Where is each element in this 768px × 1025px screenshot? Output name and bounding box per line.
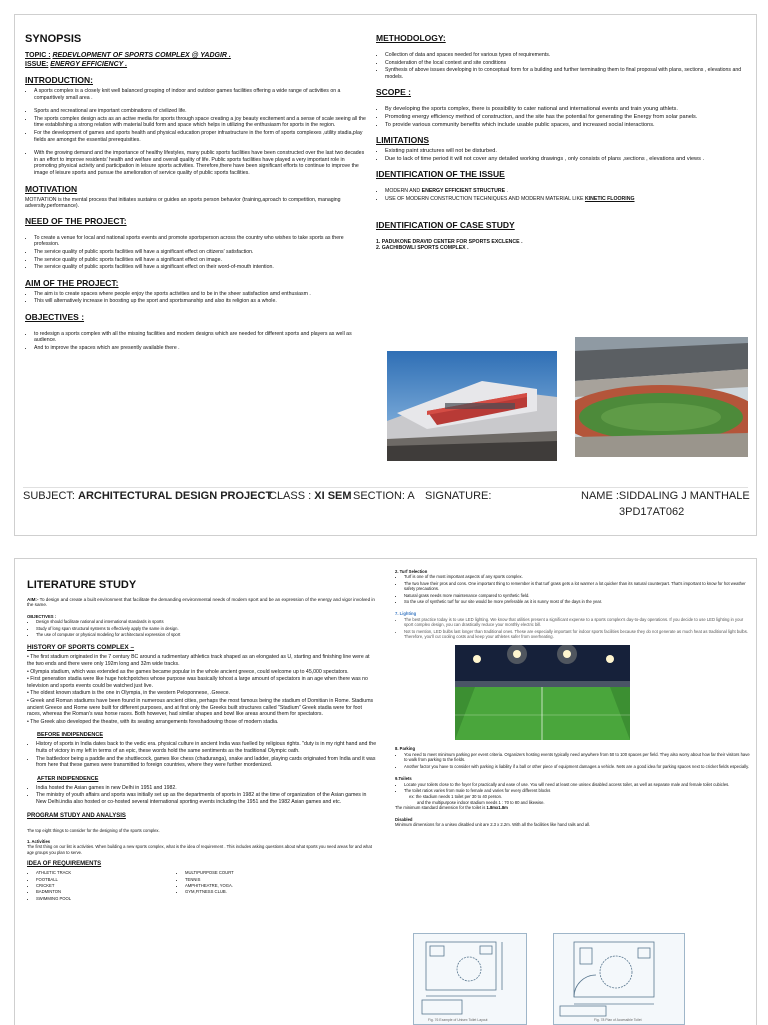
motivation-heading: MOTIVATION — [25, 183, 78, 194]
list-item: • Study of long span structural systems to effectively apply the same in design. — [36, 626, 377, 631]
history-list — [27, 654, 377, 725]
list-item: • to redesign a sports complex with all the missing facilities and modern designs which are needed for different sports and players as well as audience. — [34, 331, 367, 344]
literature-study-sheet — [14, 558, 757, 1025]
list-item: • Sports and recreational are important combinations of civilized life. — [34, 108, 367, 115]
list-item: • Due to lack of time period it will not cover any detailed working drawings , only consists of plans ,sections , elevations and views . — [385, 156, 748, 163]
subject-field: SUBJECT: ARCHITECTURAL DESIGN PROJECT — [23, 490, 273, 502]
case-study-list — [376, 239, 748, 252]
floodlit-field-photo — [455, 645, 630, 740]
list-item: • GYM,FITNESS CLUB. — [185, 889, 305, 894]
toilets-minimum: The minimum standard dimension for the toilet is 1.8mx1.8m — [395, 805, 508, 811]
list-item: • To create a venue for local and national sports events and promote sportsperson across the country who wishes to take sports as there profession. — [34, 235, 367, 248]
case-study-photo-gachibowli — [575, 337, 748, 457]
list-item: • CRICKET — [36, 883, 146, 888]
list-item: • The sports complex design acts as an active media for sports through space creating a joy beauty excitement and a sense of scale seeing all the time establishing a strong relation with material build form and space which helps in utilizing the enthusiasm for sports in the region. — [34, 116, 367, 129]
list-item: • The service quality of public sports facilities will have a significant effect on their word-of-mouth intention. — [34, 264, 367, 271]
list-item: • The two have their pros and cons. One important thing to remember is that turf grass gets a lot warmer a lot quicker than its natural counterpart. That's important to know for hot weather safety precautions. — [404, 581, 750, 592]
issue-identification-heading: IDENTIFICATION OF THE ISSUE — [376, 169, 505, 180]
toilet-plan-drawing — [554, 934, 684, 1024]
list-item: • Collection of data and spaces needed for various types of requirements. — [385, 52, 748, 59]
history-heading: HISTORY OF SPORTS COMPLEX – — [27, 644, 135, 652]
building-photo-image — [387, 351, 557, 461]
name-field: NAME :SIDDALING J MANTHALE — [581, 490, 750, 502]
methodology-list — [376, 52, 748, 80]
list-item: • The toilet ratios varies from male to female and varies for every different blocks — [404, 788, 750, 793]
objectives-heading: OBJECTIVES : — [25, 311, 85, 322]
topic-line: TOPIC : REDEVLOPMENT OF SPORTS COMPLEX @ YADGIR . — [25, 52, 231, 59]
list-item: • History of sports in India dates back to the vedic era. physical culture in ancient India was fuelled by religious rights. "duty is in my right hand and the fruits of victory in my left in terms of an epic, these words hold the same sentiments as the traditional Olympic oath. — [36, 741, 377, 754]
after-independence-list — [27, 785, 377, 806]
list-item: • Another factor you have to consider with parking is liability if a ball or other piece of equipment damages a vehicle. Nets are a good idea for parking spaces next to cricket fields especially. — [404, 764, 750, 769]
after-independence-heading: AFTER INDIPENDENCE — [37, 775, 99, 782]
title-block — [23, 487, 748, 528]
stadium-photo-image — [575, 337, 748, 457]
list-item: • ATHLETIC TRACK — [36, 870, 146, 875]
list-item: • MULTIPURPOSE COURT — [185, 870, 305, 875]
list-item: • With the growing demand and the importance of healthy lifestyles, many public sports facilities have been constructed over the last two decades in an effort to improve residents' health and welfare and overall quality of life. Public sports facilities have played a very important role in promoting physical activity and participation in leisure sports activities. Therefore,there have been significant efforts to continue to improve the image of leisure sports and pursue the amelioration of service quality of public sports facilities. — [34, 150, 367, 176]
literature-left-column — [27, 579, 377, 902]
topic-value: REDEVLOPMENT OF SPORTS COMPLEX @ YADGIR . — [52, 52, 231, 59]
list-item: • Promoting energy efficiency method of construction, and the site has the potential for generating the Energy from solar panels. — [385, 114, 748, 121]
requirements-list-2 — [176, 870, 305, 902]
methodology-heading: METHODOLOGY: — [376, 33, 446, 43]
list-item: • MODERN AND ENERGY EFFICIENT STRUCTURE . — [385, 188, 748, 195]
list-item: • First generation stadia were like huge hotchpotches whose purpose was basically tohost a large amount of spectators in an age when there was no television and sports events could be watched just live. — [27, 676, 368, 689]
activities-heading: 1. Activities — [27, 838, 51, 844]
scope-list — [376, 106, 748, 128]
list-item: • The oldest known stadium is the one in Olympia, in the western Peloponnese, .Greece. — [27, 690, 230, 697]
literature-title: LITERATURE STUDY — [27, 579, 137, 591]
limitations-heading: LIMITATIONS — [376, 135, 430, 146]
list-item: 2. GACHIBOWLI SPORTS COMPLEX . — [376, 245, 469, 252]
list-item: • BADMINTON — [36, 889, 146, 894]
limitations-list — [376, 148, 748, 162]
list-item: • FOOTBALL — [36, 877, 146, 882]
list-item: • And to improve the spaces which are presently available there . — [34, 345, 367, 352]
case-study-photo-padukone — [387, 351, 557, 461]
usn-field: 3PD17AT062 — [619, 506, 685, 518]
lighting-list — [395, 617, 750, 640]
need-heading: NEED OF THE PROJECT: — [25, 215, 127, 226]
list-item: • USE OF MODERN CONSTRUCTION TECHNIQUES AND MODERN MATERIAL LIKE KINETIC FLOORING — [385, 196, 748, 203]
activities-text: The first thing on our list is activities. When building a new sports complex, what is the idea of requirement . This includes asking questions about what sports you need areas for and what age groups you plan to serve. — [27, 844, 372, 855]
list-item: • The use of computer or physical modeling for architectural expression of sport — [36, 632, 377, 637]
list-item: • Design should facilitate national and international standards in sports — [36, 619, 377, 624]
aim-list — [25, 291, 367, 305]
list-item: • A sports complex is a closely knit well balanced grouping of indoor and outdoor games facilities offering a wide range of activities on a comparitively small area . — [34, 88, 367, 101]
objectives-list — [25, 331, 367, 352]
list-item: • Olympia stadium, which was extended as the games became popular in the whole ancient greece, could welcome up to 45,000 spectators. — [27, 668, 349, 675]
objectives-heading: OBJECTIVES : — [27, 613, 57, 619]
motivation-text: MOTIVATION is the mental process that initiates sustains or guides an sports person behavior (training,aproach to competition, managing adversity,performance). — [25, 196, 341, 210]
list-item: • SWIMMING POOL — [36, 896, 146, 901]
issue-line: ISSUE: ENERGY EFFICIENCY . — [25, 61, 128, 68]
figure-caption: Fig. 78 Plan of Accessible Toilet — [594, 1018, 642, 1022]
requirements-list-1 — [27, 870, 146, 902]
requirements-heading: IDEA OF REQUIREMENTS — [27, 861, 102, 868]
list-item: • The Greek also developed the theatre, with its seating arrangements foreshadowing those of modern stadia. — [27, 718, 279, 725]
program-intro: The top eight things to consider for the designing of the sports complex. — [27, 827, 160, 833]
before-independence-heading: BEFORE INDIPENDENCE — [37, 732, 104, 739]
list-item: • You need to meet minimum parking per event criteria. Organizers hosting events typically need anywhere from 50 to 100 spaces per field. They also worry about how far their visitors have to walk from parking to the fields. — [404, 752, 750, 763]
list-item: • Existing paint structures will not be disturbed. — [385, 148, 748, 155]
introduction-list-1 — [25, 88, 367, 101]
list-item: • Not to mention, LED bulbs last longer than traditional ones. These are especially important for indoor sports facilities because they do not generate as much heat as traditional light bulbs. Therefore, you'll cut cooling costs and keep your athletes safer from overheating. — [404, 629, 750, 640]
list-item: • The ministry of youth affairs and sports was initially set up as the departments of sports in 1982 at the time of organization of the Asian games in New Delhi.india also hosted or co-hosted several international sporting events including the 1951 and the 1982 Asian games and etc. — [36, 792, 377, 805]
issue-identification-list — [376, 188, 748, 202]
parking-list — [395, 752, 750, 769]
lighting-heading: 7. Lighting — [395, 611, 417, 617]
unisex-toilet-plan-figure — [413, 933, 527, 1025]
introduction-list-2 — [25, 108, 367, 143]
toilet-plan-drawing — [414, 934, 526, 1024]
need-list — [25, 235, 367, 271]
list-item: • Consideration of the local context and site conditions — [385, 60, 748, 67]
synopsis-left-column — [25, 33, 367, 353]
list-item: • For the development of games and sports health and physical education proper infrastructure in the form of sports complexes ,utility stadia,play fields are amongst the essential prerequisities. — [34, 130, 367, 143]
issue-value: ENERGY EFFICIENCY . — [50, 61, 128, 68]
list-item: • India hosted the Asian games in new Delhi in 1951 and 1982. — [36, 785, 377, 792]
before-independence-list — [27, 741, 377, 768]
list-item: • So the use of synthetic turf for our site would be more preferable as it is sunny most of the days in the year. — [404, 599, 750, 604]
floodlit-field-image — [455, 645, 630, 740]
parking-heading: 8. Parking — [395, 746, 416, 752]
list-item: • This will alternatively increase in boosting up the sport and sportsmanship and also its religion as a whole. — [34, 298, 367, 305]
toilets-example-2: and the multipurpose indoor stadium needs 1 : 70 to 80 and likewise. — [417, 799, 545, 805]
aim-text: AIM:- To design and create a built environment that facilitate the demanding environmental needs of modern sport and be an expression of the energy and vigor involved in the same. — [27, 597, 375, 608]
list-item: • By developing the sports complex, there is possibility to cater national and international events and train young athlets. — [385, 106, 748, 113]
case-study-heading: IDENTIFICATION OF CASE STUDY — [376, 219, 515, 230]
class-field: CLASS : XI SEM — [269, 490, 352, 502]
list-item: • The best practice today is to use LED lighting. We know that utilities present a significant expense to a sports complex's day-to-day operations. If you decide to use LED lighting in your sport complex design, you can drastically reduce your monthly electric bill. — [404, 617, 750, 628]
program-heading: PROGRAM STUDY AND ANALYSIS — [27, 812, 126, 819]
aim-heading: AIM OF THE PROJECT: — [25, 277, 119, 288]
list-item: • The service quality of public sports facilities will have a significant effect on image. — [34, 257, 367, 264]
accessible-toilet-plan-figure — [553, 933, 685, 1025]
section-field: SECTION: A — [353, 490, 415, 502]
synopsis-title: SYNOPSIS — [25, 33, 82, 45]
scope-heading: SCOPE : — [376, 87, 411, 98]
figure-caption: Fig. 76 Example of Unisex Toilet Layout — [428, 1018, 488, 1022]
toilets-list — [395, 782, 750, 794]
list-item: • Synthesis of above issues developing in to conceptual form for a building and further terminating them to final proposal with plans, sections , elevations and models. — [385, 67, 748, 80]
list-item: • The service quality of public sports facilities will have a significant effect on citizens' satisfaction. — [34, 249, 367, 256]
list-item: • AMPHITHEATRE, YOGA. — [185, 883, 305, 888]
turf-list — [395, 574, 750, 604]
disabled-heading: Disabled — [395, 816, 413, 822]
list-item: • Turf is one of the most important aspects of any sports complex. — [404, 574, 750, 579]
list-item: • To provide various community benefits which include usable public spaces, and increased social interactions. — [385, 122, 748, 129]
synopsis-sheet — [14, 14, 757, 536]
requirements-lists — [27, 870, 377, 902]
toilets-example-1: ex: the stadium needs 1 toilet per 30 to 40 person. — [409, 794, 503, 800]
signature-field: SIGNATURE: — [425, 490, 492, 502]
list-item: • TENNIS — [185, 877, 305, 882]
introduction-list-3 — [25, 150, 367, 176]
literature-right-column — [395, 569, 750, 827]
toilets-heading: 9.Toilets — [395, 776, 412, 782]
turf-heading: 2. Turf Selection — [395, 569, 428, 574]
synopsis-right-column — [376, 33, 748, 252]
list-item: • The first stadium originated in the 7 century BC around a rudimentary athletics track shaped as an elongated as U, starting and finishing line were at the two ends and there were only 192m long and 32m wide tracks. — [27, 654, 370, 668]
list-item: • Locate your toilets close to the foyer for practically and ease of use. You will need at least one unisex disabled access toilet, as well as separate male and female toilet cubicles. — [404, 782, 750, 787]
introduction-heading: INTRODUCTION: — [25, 75, 93, 85]
list-item: • Greek and Roman stadiums have been found in numerous ancient cities, perhaps the most famous being the stadium of Domitian in Rome. Stadiums ancient Greece and Rome were built for different purposes, and at first only the Greeks built structures called "Stadium" Greek stadia were for foot races, whereas the Roman's was horse races. Both however, had similar shapes and bowl like areas around them for spectators. — [27, 698, 374, 718]
list-item: • The aim is to create spaces where people enjoy the sports activities and to be in the sheer satisfaction amd enthusiasm . — [34, 291, 367, 298]
objectives-list — [27, 619, 377, 637]
list-item: 1. PADUKONE DRAVID CENTER FOR SPORTS EXCLENCE . — [376, 238, 523, 245]
list-item: • Natural grass needs more maintenance compared to synthetic field. — [404, 593, 750, 598]
list-item: • The battledoor being a paddle and the shuttlecock, games like chess (chaduranga), snake and ladder, playing cards originated from India and it was from here that these games were transmitted to foreign countries, where they were further mordenized. — [36, 756, 377, 769]
disabled-text: Minimum dimensions for a unisex disabled unit are 2.3 x 2.2m. With all the facilities like hand rails and all. — [395, 821, 591, 827]
